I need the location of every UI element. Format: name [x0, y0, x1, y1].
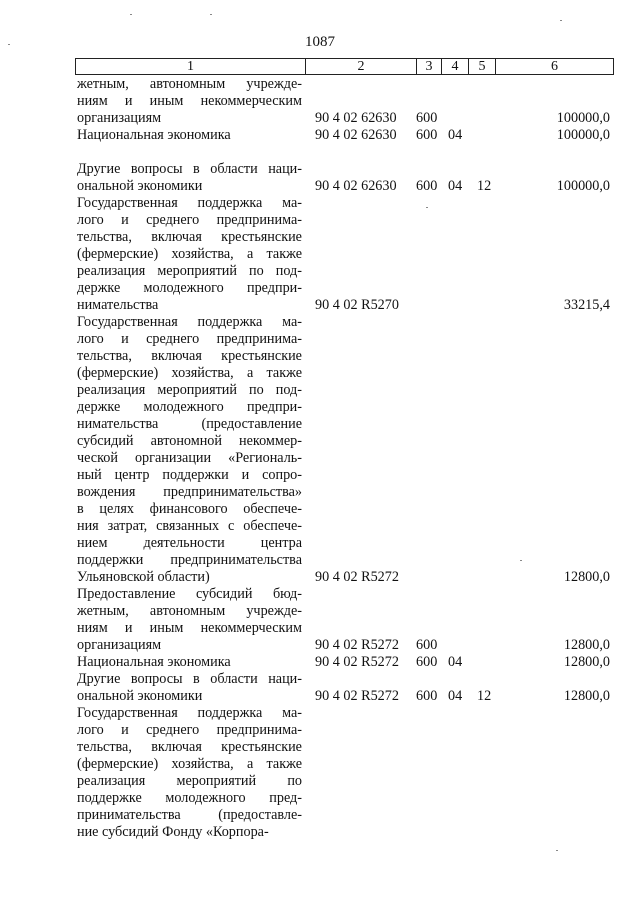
row-name-line: ниям и иным некоммерческим: [77, 93, 302, 109]
row-name: [77, 76, 302, 127]
row-name: [77, 586, 302, 654]
row-name: [77, 161, 302, 195]
row-name-line: нимательства (предоставление: [77, 416, 302, 432]
row-name-line: реализация мероприятий по под-: [77, 382, 302, 398]
row-name-line: Другие вопросы в области наци-: [77, 161, 302, 177]
row-name-line: нием деятельности центра: [77, 535, 302, 551]
row-col4: 04: [448, 127, 463, 143]
row-name: [77, 654, 302, 671]
row-name-line: ния затрат, связанных с обеспече-: [77, 518, 302, 534]
row-amount: 12800,0: [563, 637, 610, 653]
row-name-line: реализация мероприятий по: [77, 773, 302, 789]
row-name-line: ние субсидий Фонду «Корпора-: [77, 824, 269, 840]
row-amount: 12800,0: [563, 688, 610, 704]
row-code: 90 4 02 62630: [315, 178, 397, 194]
row-name-line: (фермерские) хозяйства, а также: [77, 756, 302, 772]
row-name-line: субсидий автономной некоммер-: [77, 433, 302, 449]
row-col4: 04: [448, 178, 463, 194]
page-number: 1087: [305, 34, 335, 50]
row-col3: 600: [416, 654, 438, 670]
row-code: 90 4 02 R5272: [315, 654, 399, 670]
row-name-line: Ульяновской области): [77, 569, 210, 585]
row-name-line: поддержки предпринимательства: [77, 552, 302, 568]
row-name-line: нимательства: [77, 297, 159, 313]
row-code: 90 4 02 62630: [315, 110, 397, 126]
row-amount: 12800,0: [563, 654, 610, 670]
row-name-line: Государственная поддержка ма-: [77, 314, 302, 330]
row-name-line: жетным, автономным учрежде-: [77, 603, 302, 619]
header-col-6: 6: [495, 59, 613, 74]
row-name-line: в целях финансового обеспече-: [77, 501, 302, 517]
row-name-line: тельства, включая крестьянские: [77, 229, 302, 245]
row-name: [77, 127, 302, 144]
row-code: 90 4 02 R5272: [315, 688, 399, 704]
row-name-line: лого и среднего предпринима-: [77, 722, 302, 738]
row-name-line: ниям и иным некоммерческим: [77, 620, 302, 636]
row-amount: 100000,0: [556, 127, 610, 143]
row-amount: 100000,0: [556, 178, 610, 194]
row-name-line: вождения предпринимательства»: [77, 484, 302, 500]
row-code: 90 4 02 R5270: [315, 297, 399, 313]
header-col-1: 1: [187, 59, 194, 74]
row-col5: 12: [477, 688, 492, 704]
row-name-line: (фермерские) хозяйства, а также: [77, 365, 302, 381]
row-name-line: тельства, включая крестьянские: [77, 348, 302, 364]
row-col3: 600: [416, 688, 438, 704]
header-col-4: 4: [441, 59, 468, 74]
header-col-2: 2: [305, 59, 416, 74]
header-col-5: 5: [468, 59, 495, 74]
row-name-line: Предоставление субсидий бюд-: [77, 586, 302, 602]
row-code: 90 4 02 R5272: [315, 637, 399, 653]
row-name: [77, 195, 302, 314]
row-name-line: поддержке молодежного пред-: [77, 790, 302, 806]
row-name-line: держке молодежного предпри-: [77, 399, 302, 415]
row-name: [77, 705, 302, 841]
row-name-line: Государственная поддержка ма-: [77, 705, 302, 721]
row-name-line: лого и среднего предпринима-: [77, 212, 302, 228]
row-name-line: принимательства (предоставле-: [77, 807, 302, 823]
row-amount: 100000,0: [556, 110, 610, 126]
row-name-line: лого и среднего предпринима-: [77, 331, 302, 347]
row-col3: 600: [416, 178, 438, 194]
row-name: [77, 671, 302, 705]
row-name-line: организациям: [77, 637, 162, 653]
row-name-line: ональной экономики: [77, 688, 203, 704]
row-name-line: тельства, включая крестьянские: [77, 739, 302, 755]
row-name-line: Национальная экономика: [77, 127, 231, 143]
row-name-line: держке молодежного предпри-: [77, 280, 302, 296]
row-name-line: реализация мероприятий по под-: [77, 263, 302, 279]
row-name-line: Национальная экономика: [77, 654, 231, 670]
row-name-line: Государственная поддержка ма-: [77, 195, 302, 211]
row-name: [77, 314, 302, 586]
row-name-line: организациям: [77, 110, 162, 126]
row-name-line: ональной экономики: [77, 178, 203, 194]
row-col3: 600: [416, 637, 438, 653]
row-name-line: Другие вопросы в области наци-: [77, 671, 302, 687]
row-code: 90 4 02 62630: [315, 127, 397, 143]
table-header: [75, 58, 614, 75]
row-name-line: ческой организации «Региональ-: [77, 450, 302, 466]
row-amount: 33215,4: [563, 297, 610, 313]
row-col4: 04: [448, 654, 463, 670]
row-col3: 600: [416, 110, 438, 126]
row-name-line: жетным, автономным учрежде-: [77, 76, 302, 92]
row-col5: 12: [477, 178, 492, 194]
row-name-line: (фермерские) хозяйства, а также: [77, 246, 302, 262]
row-code: 90 4 02 R5272: [315, 569, 399, 585]
row-name-line: ный центр поддержки и сопро-: [77, 467, 302, 483]
header-col-3: 3: [416, 59, 441, 74]
row-col4: 04: [448, 688, 463, 704]
row-col3: 600: [416, 127, 438, 143]
row-amount: 12800,0: [563, 569, 610, 585]
